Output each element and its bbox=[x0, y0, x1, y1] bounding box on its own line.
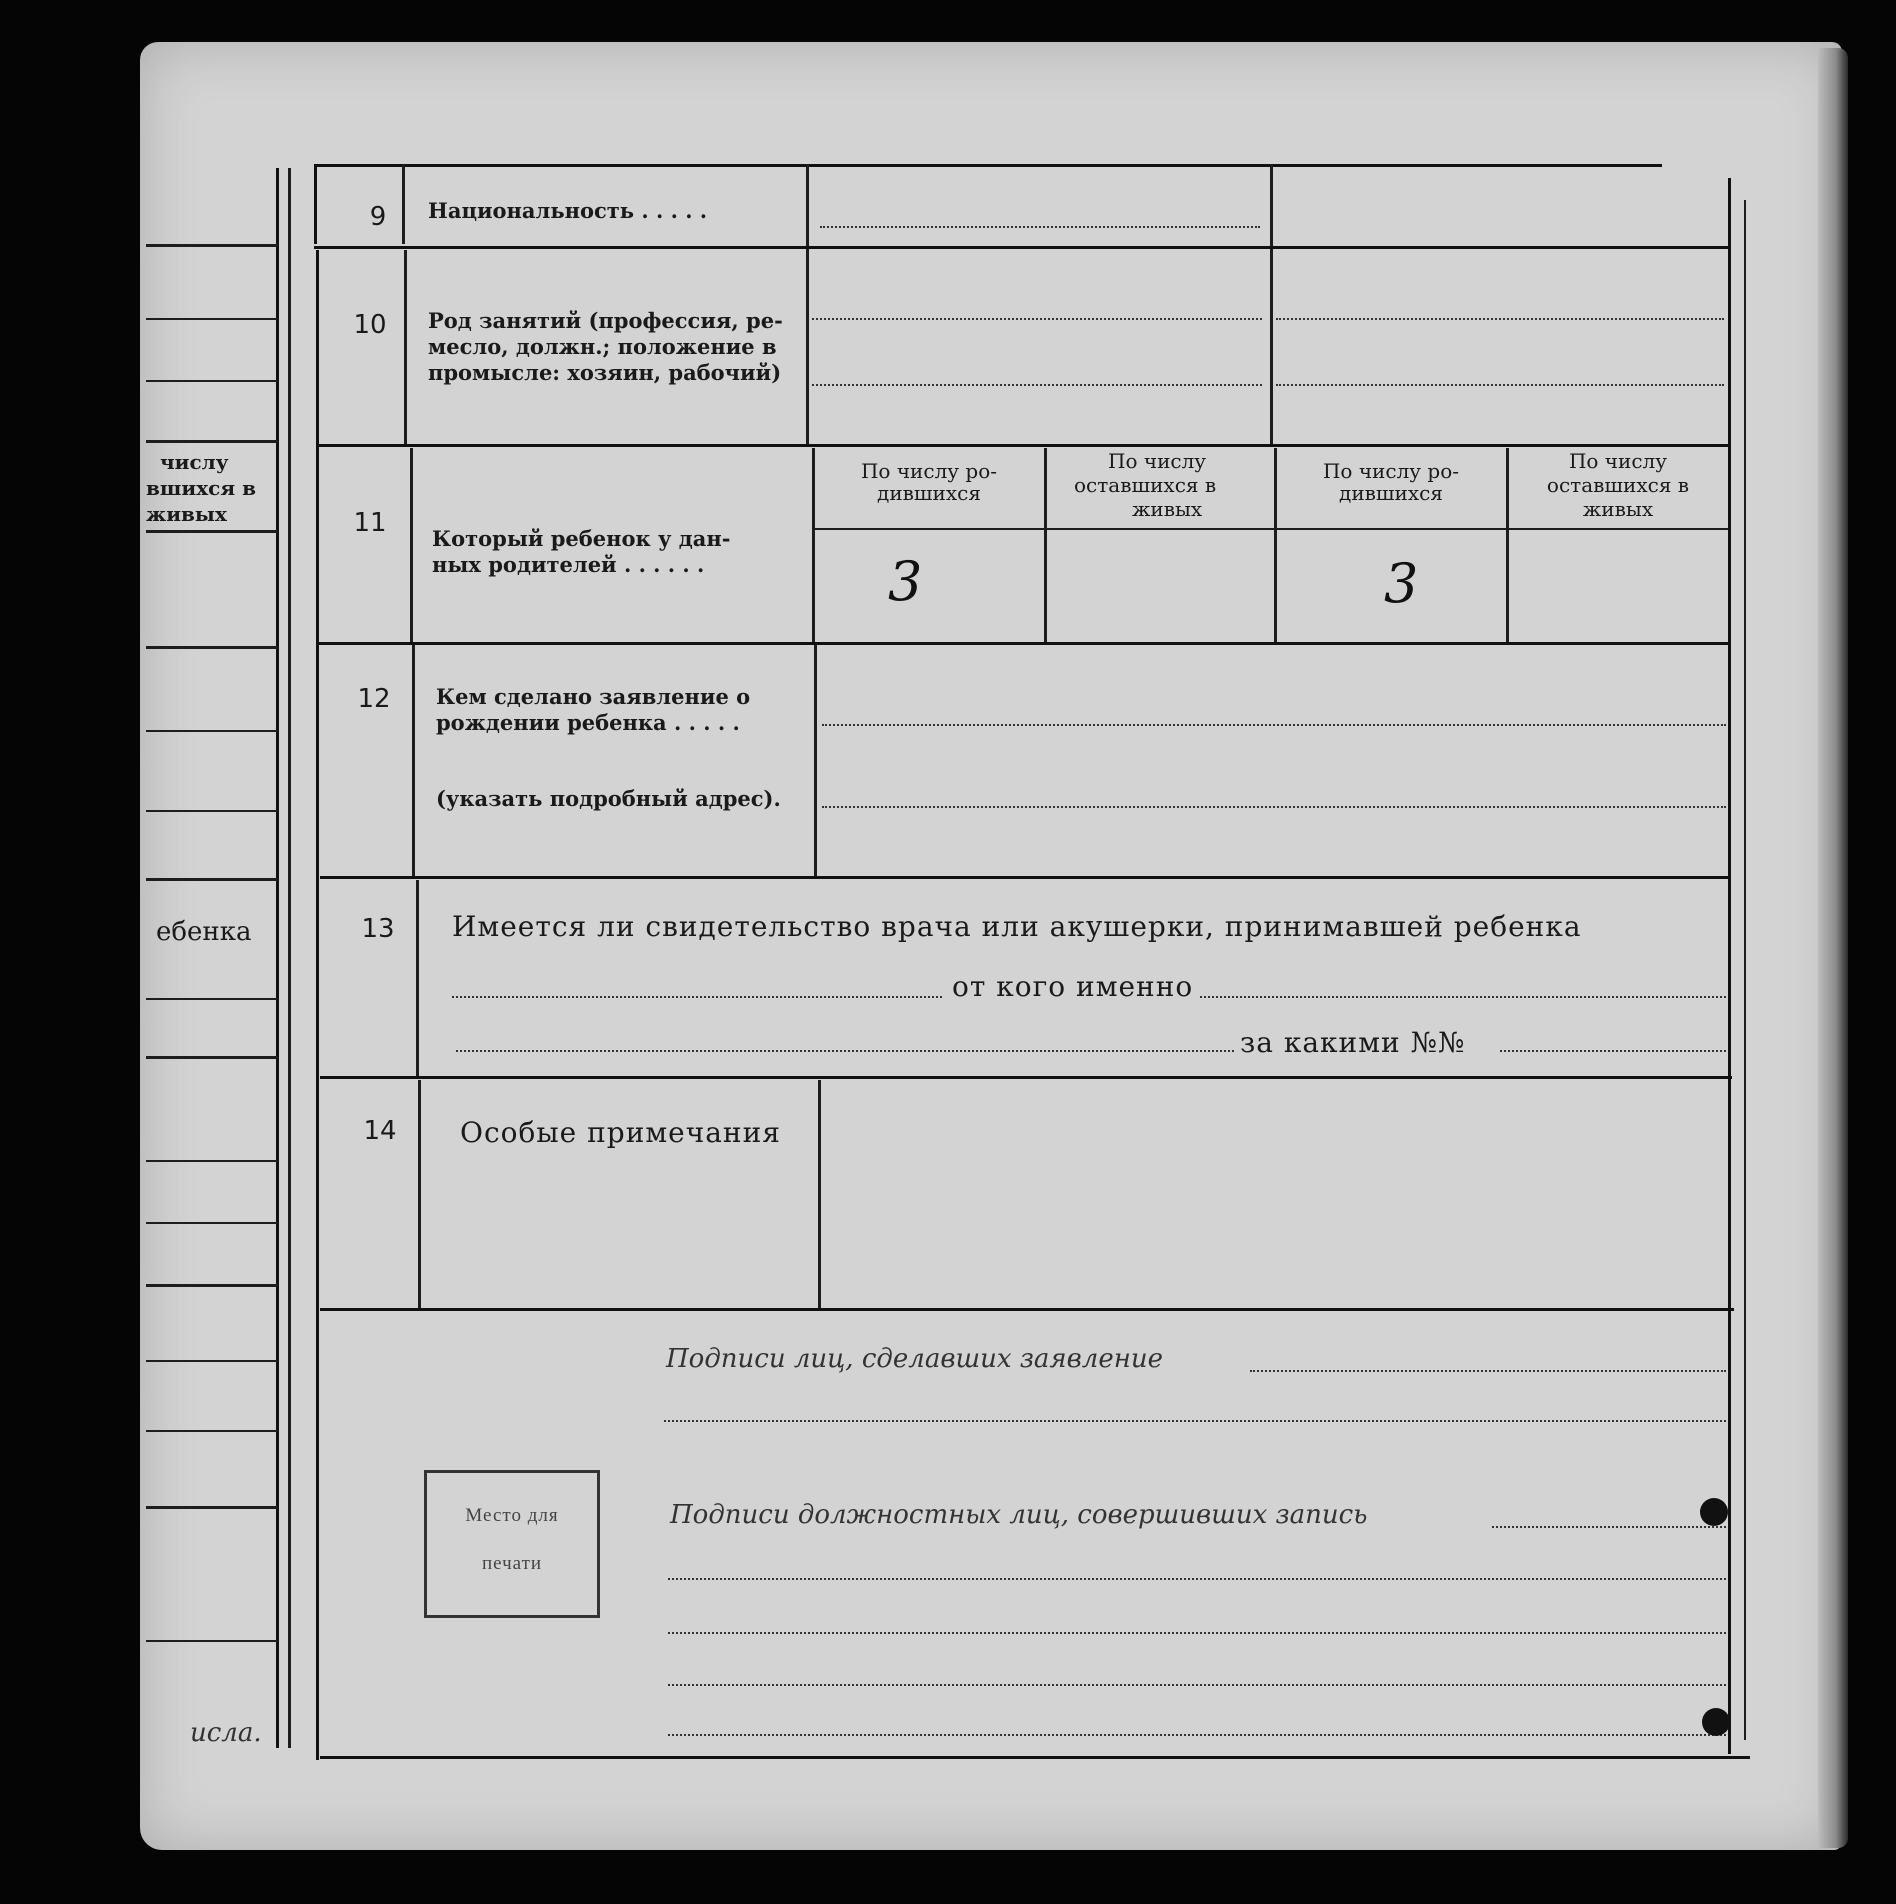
row-label-child-order-2: ных родителей . . . . . . bbox=[432, 552, 705, 577]
col-alive-1-l2: оставшихся в bbox=[1074, 473, 1217, 497]
left-fragment-rule bbox=[146, 244, 278, 247]
left-fragment-rule bbox=[146, 646, 278, 649]
table-left-border bbox=[316, 250, 319, 1760]
row-divider bbox=[320, 876, 1730, 879]
row-text-certificate-2: от кого именно bbox=[952, 970, 1194, 1003]
col-alive-1-l3: живых bbox=[1132, 497, 1203, 521]
left-fragment-rule bbox=[146, 1506, 278, 1509]
field-line[interactable] bbox=[456, 1050, 1234, 1052]
table-right-border bbox=[1728, 178, 1731, 1754]
field-line[interactable] bbox=[812, 318, 1262, 320]
left-fragment-rule bbox=[146, 318, 278, 320]
table-left-border bbox=[314, 164, 317, 244]
left-fragment-rule bbox=[146, 1360, 278, 1362]
col-alive-2-l3: живых bbox=[1582, 497, 1654, 521]
left-border-line bbox=[276, 168, 279, 1748]
row-label-occupation-3: промысле: хозяин, рабочий) bbox=[428, 360, 782, 385]
row-number-11: 11 bbox=[353, 508, 387, 538]
field-line[interactable] bbox=[822, 806, 1726, 808]
row-divider bbox=[318, 642, 1730, 645]
handwritten-value-2[interactable]: 3 bbox=[1384, 552, 1419, 615]
left-fragment-rule bbox=[146, 1056, 278, 1059]
stamp-label-2: печати bbox=[481, 1553, 543, 1574]
left-fragment-text-2: вшихся в bbox=[146, 476, 256, 500]
left-fragment-rule bbox=[146, 730, 278, 732]
col-born-1-l1: По числу ро- bbox=[860, 459, 998, 483]
label-column-line bbox=[806, 164, 809, 444]
row-label-declarant-2: рождении ребенка . . . . . bbox=[436, 710, 740, 735]
signature-line[interactable] bbox=[664, 1420, 1726, 1422]
signature-label-officials: Подписи должностных лиц, совершивших запись bbox=[670, 1500, 1368, 1530]
col-alive-2-l1: По числу bbox=[1568, 449, 1668, 473]
row-divider bbox=[320, 1076, 1732, 1079]
left-fragment-rule bbox=[146, 1430, 278, 1432]
left-border-line-inner bbox=[288, 168, 291, 1748]
subcolumn-line bbox=[1044, 448, 1047, 642]
parent-column-line bbox=[1270, 164, 1273, 444]
subheader-rule bbox=[812, 528, 1728, 530]
table-right-border-inner bbox=[1744, 200, 1746, 1740]
field-line[interactable] bbox=[820, 226, 1260, 228]
signature-line[interactable] bbox=[668, 1578, 1726, 1580]
row-number-10: 10 bbox=[353, 310, 387, 340]
field-line[interactable] bbox=[822, 724, 1726, 726]
left-fragment-rule bbox=[146, 1284, 278, 1287]
table-bottom-border bbox=[320, 1756, 1750, 1759]
col-born-2-l2: дившихся bbox=[1339, 481, 1443, 505]
row-label-remarks: Особые примечания bbox=[460, 1116, 781, 1149]
row-number-12: 12 bbox=[357, 684, 391, 714]
row-label-nationality: Национальность . . . . . bbox=[428, 198, 708, 223]
left-fragment-rule bbox=[146, 1160, 278, 1162]
row-divider bbox=[318, 444, 1728, 447]
row-number-14: 14 bbox=[363, 1116, 397, 1146]
signature-line[interactable] bbox=[1492, 1526, 1726, 1528]
col-alive-2-l2: оставшихся в bbox=[1546, 473, 1690, 497]
num-column-line bbox=[418, 1080, 421, 1308]
left-fragment-rule bbox=[146, 1640, 278, 1642]
label-column-line bbox=[818, 1080, 821, 1308]
table-top-border bbox=[314, 164, 1662, 167]
row-number-13: 13 bbox=[361, 914, 395, 944]
num-column-line bbox=[404, 250, 407, 446]
row-divider bbox=[320, 1308, 1734, 1311]
left-fragment-text-3: живых bbox=[146, 502, 227, 526]
left-fragment-text-1: числу bbox=[160, 450, 229, 474]
num-column-line bbox=[412, 644, 415, 876]
signature-line[interactable] bbox=[668, 1684, 1726, 1686]
label-column-line bbox=[812, 448, 815, 642]
paper-edge bbox=[1818, 48, 1848, 1848]
handwritten-value-1[interactable]: 3 bbox=[888, 550, 923, 613]
row-text-certificate-1: Имеется ли свидетельство врача или акушерки, принимавшей ребенка bbox=[452, 910, 1582, 943]
left-fragment-rule bbox=[146, 380, 278, 382]
row-text-certificate-3: за какими №№ bbox=[1240, 1026, 1466, 1059]
left-fragment-rule bbox=[146, 440, 278, 443]
row-number-9: 9 bbox=[369, 202, 387, 232]
field-line[interactable] bbox=[452, 996, 942, 998]
field-line[interactable] bbox=[1200, 996, 1726, 998]
col-born-2-l1: По числу ро- bbox=[1322, 459, 1460, 483]
row-label-occupation-1: Род занятий (профессия, ре- bbox=[428, 308, 783, 333]
row-label-declarant-3: (указать подробный адрес). bbox=[436, 786, 781, 811]
row-label-child-order-1: Который ребенок у дан- bbox=[432, 526, 731, 551]
stamp-label-1: Место для bbox=[465, 1505, 559, 1526]
field-line[interactable] bbox=[812, 384, 1262, 386]
row-label-declarant-1: Кем сделано заявление о bbox=[436, 684, 751, 709]
field-line[interactable] bbox=[1500, 1050, 1726, 1052]
left-fragment-rule bbox=[146, 1222, 278, 1224]
col-alive-1-l1: По числу bbox=[1108, 449, 1207, 473]
signature-line[interactable] bbox=[1250, 1370, 1726, 1372]
row-label-occupation-2: месло, должн.; положение в bbox=[428, 334, 777, 359]
field-line[interactable] bbox=[1276, 318, 1724, 320]
col-born-1-l2: дившихся bbox=[877, 481, 981, 505]
stamp-place-box bbox=[424, 1470, 600, 1618]
left-fragment-rule bbox=[146, 998, 278, 1000]
field-line[interactable] bbox=[1276, 384, 1724, 386]
row-divider bbox=[314, 246, 1730, 249]
num-column-line bbox=[410, 448, 413, 642]
binding-hole bbox=[1702, 1708, 1730, 1736]
signature-line[interactable] bbox=[668, 1632, 1726, 1634]
binding-hole bbox=[1700, 1498, 1728, 1526]
left-fragment-rule bbox=[146, 878, 278, 881]
left-fragment-text-4: ебенка bbox=[156, 917, 252, 947]
signature-line[interactable] bbox=[668, 1734, 1726, 1736]
signature-label-applicants: Подписи лиц, сделавших заявление bbox=[666, 1344, 1163, 1374]
label-column-line bbox=[814, 644, 817, 876]
left-fragment-rule bbox=[146, 810, 278, 812]
left-fragment-text-5: исла. bbox=[190, 1718, 262, 1748]
num-column-line bbox=[416, 880, 419, 1076]
left-fragment-rule bbox=[146, 530, 278, 533]
